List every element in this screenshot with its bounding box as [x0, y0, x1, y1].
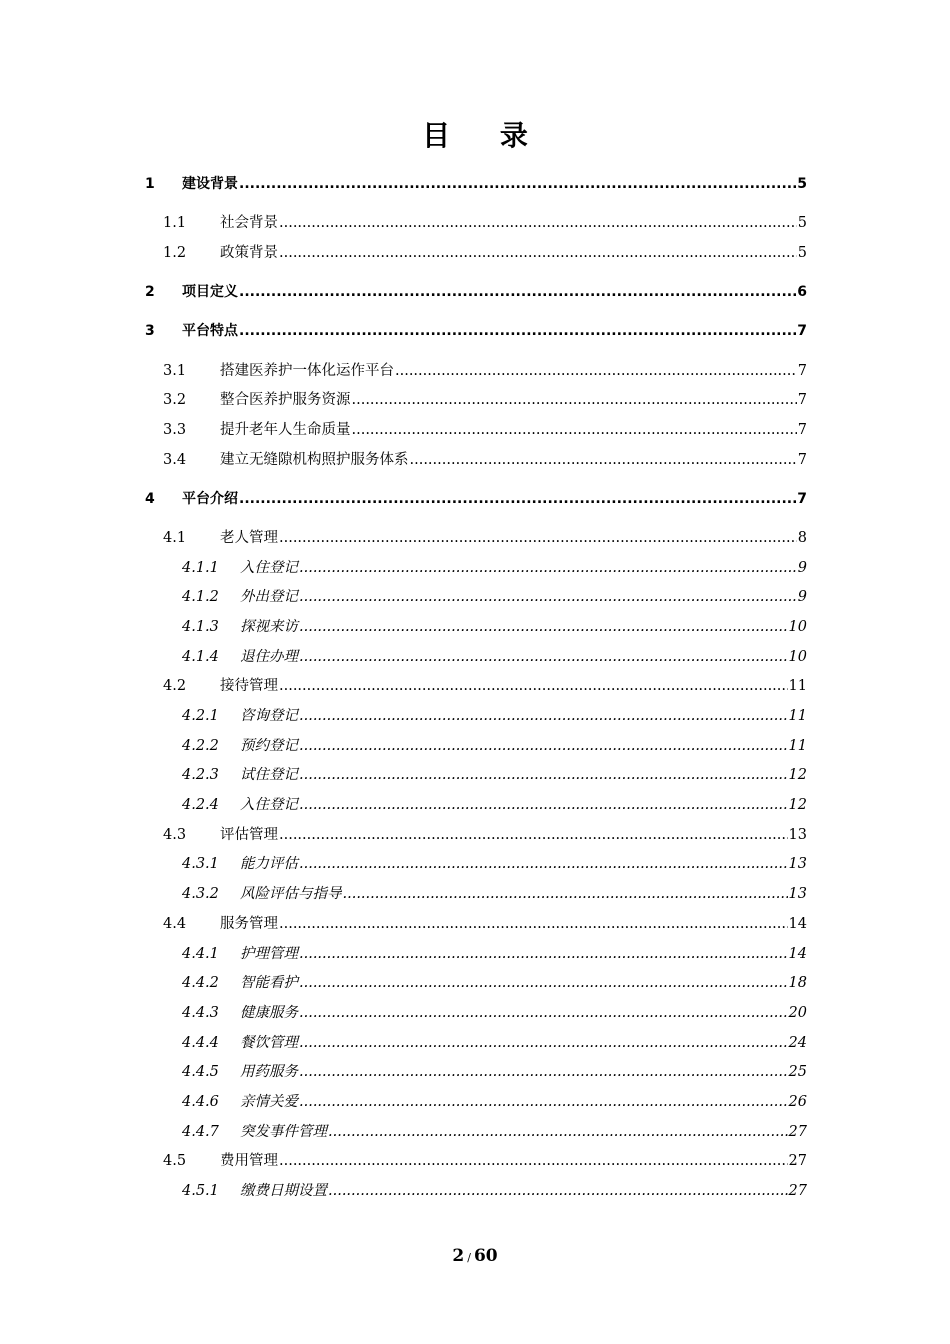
toc-entry[interactable] [163, 824, 807, 846]
toc-entry[interactable] [163, 449, 807, 471]
toc-entry-title: 建立无缝隙机构照护服务体系 [220, 452, 409, 468]
toc-entry-title: 外出登记 [240, 589, 298, 605]
toc-entry-title: 入住登记 [240, 797, 298, 813]
toc-entry-title: 建设背景 [182, 176, 238, 192]
toc-entry-page: 7 [797, 452, 807, 468]
toc-entry-page: 5 [797, 176, 807, 192]
toc-dot-leader [299, 943, 788, 965]
toc-entry-page: 7 [797, 392, 807, 408]
toc-entry[interactable] [182, 1061, 807, 1083]
toc-entry-title: 入住登记 [240, 560, 298, 576]
toc-entry[interactable] [163, 389, 807, 411]
toc-entry-page: 10 [788, 619, 807, 635]
toc-entry-number: 3.1 [163, 363, 187, 379]
toc-entry-page: 20 [788, 1005, 807, 1021]
toc-dot-leader [299, 1091, 788, 1113]
toc-entry-page: 13 [788, 856, 807, 872]
toc-dot-leader [343, 883, 788, 905]
total-page-count: 60 [473, 1246, 498, 1266]
toc-dot-leader [279, 527, 797, 549]
toc-dot-leader [328, 1180, 788, 1202]
toc-entry[interactable] [163, 419, 807, 441]
toc-entry-page: 6 [797, 284, 807, 300]
toc-dot-leader [299, 735, 788, 757]
toc-entry-title: 费用管理 [220, 1153, 278, 1169]
toc-entry-title: 接待管理 [220, 678, 278, 694]
toc-entry-number: 4.3 [163, 827, 187, 843]
toc-dot-leader [279, 913, 788, 935]
toc-entry-title: 突发事件管理 [240, 1124, 327, 1140]
toc-entry-page: 14 [788, 946, 807, 962]
toc-entry[interactable] [182, 1091, 807, 1113]
toc-dot-leader [239, 173, 796, 195]
toc-dot-leader [395, 360, 797, 382]
toc-entry-title: 退住办理 [240, 649, 298, 665]
toc-entry-number: 4 [145, 491, 155, 507]
toc-entry-title: 咨询登记 [240, 708, 298, 724]
toc-entry[interactable] [182, 1121, 807, 1143]
toc-entry-page: 11 [788, 738, 807, 754]
toc-entry-title: 项目定义 [182, 284, 238, 300]
toc-dot-leader [299, 1032, 788, 1054]
toc-entry[interactable] [182, 646, 807, 668]
toc-entry[interactable] [182, 557, 807, 579]
toc-entry-page: 9 [797, 589, 807, 605]
toc-entry-title: 亲情关爱 [240, 1094, 298, 1110]
toc-entry-title: 评估管理 [220, 827, 278, 843]
toc-dot-leader [299, 705, 788, 727]
toc-entry-page: 13 [788, 827, 807, 843]
page-title: 目 录 [422, 119, 548, 152]
toc-entry[interactable] [182, 1002, 807, 1024]
toc-entry-number: 3.2 [163, 392, 187, 408]
toc-entry-number: 4.2.2 [182, 738, 219, 754]
toc-entry-number: 4.4.1 [182, 946, 219, 962]
toc-entry[interactable] [163, 913, 807, 935]
toc-entry-number: 4.4.5 [182, 1064, 219, 1080]
toc-dot-leader [299, 1002, 788, 1024]
toc-entry-number: 4.4 [163, 916, 187, 932]
toc-entry-title: 社会背景 [220, 215, 278, 231]
toc-entry-title: 预约登记 [240, 738, 298, 754]
toc-entry-title: 探视来访 [240, 619, 298, 635]
toc-entry-page: 26 [788, 1094, 807, 1110]
toc-entry-page: 5 [797, 245, 807, 261]
toc-entry[interactable] [182, 586, 807, 608]
toc-entry-page: 7 [797, 491, 807, 507]
toc-entry-page: 24 [788, 1035, 807, 1051]
toc-entry[interactable] [182, 794, 807, 816]
toc-entry-page: 7 [797, 323, 807, 339]
toc-entry-page: 14 [788, 916, 807, 932]
toc-entry[interactable] [145, 173, 807, 195]
toc-dot-leader [299, 972, 788, 994]
toc-entry-number: 1.2 [163, 245, 187, 261]
toc-entry-title: 缴费日期设置 [240, 1183, 327, 1199]
toc-entry-title: 智能看护 [240, 975, 298, 991]
toc-entry-number: 4.2.3 [182, 767, 219, 783]
toc-entry-number: 3.4 [163, 452, 187, 468]
toc-dot-leader [279, 675, 788, 697]
toc-entry-number: 4.2 [163, 678, 187, 694]
page-separator: / [467, 1251, 471, 1264]
toc-entry[interactable] [145, 281, 807, 303]
toc-entry[interactable] [182, 943, 807, 965]
toc-entry-page: 11 [788, 678, 807, 694]
toc-dot-leader [352, 389, 797, 411]
toc-entry-number: 4.1 [163, 530, 187, 546]
toc-entry[interactable] [182, 853, 807, 875]
toc-entry-page: 27 [788, 1153, 807, 1169]
toc-entry-title: 提升老年人生命质量 [220, 422, 351, 438]
toc-entry-title: 老人管理 [220, 530, 278, 546]
toc-entry-title: 能力评估 [240, 856, 298, 872]
toc-entry-title: 餐饮管理 [240, 1035, 298, 1051]
toc-entry-number: 1.1 [163, 215, 187, 231]
toc-entry-title: 平台介绍 [182, 491, 238, 507]
toc-entry-number: 4.5.1 [182, 1183, 219, 1199]
toc-entry[interactable] [182, 705, 807, 727]
toc-entry[interactable] [163, 212, 807, 234]
toc-entry-title: 服务管理 [220, 916, 278, 932]
toc-entry[interactable] [182, 1032, 807, 1054]
toc-entry-page: 8 [797, 530, 807, 546]
toc-dot-leader [299, 646, 788, 668]
toc-entry-title: 用药服务 [240, 1064, 298, 1080]
toc-entry[interactable] [182, 1180, 807, 1202]
toc-dot-leader [299, 616, 788, 638]
toc-entry-number: 4.3.2 [182, 886, 219, 902]
toc-entry[interactable] [182, 883, 807, 905]
toc-entry-title: 试住登记 [240, 767, 298, 783]
toc-entry-number: 1 [145, 176, 155, 192]
toc-dot-leader [239, 281, 796, 303]
toc-entry-number: 4.1.3 [182, 619, 219, 635]
toc-entry-number: 4.4.2 [182, 975, 219, 991]
toc-entry-number: 4.1.4 [182, 649, 219, 665]
toc-entry-number: 4.2.4 [182, 797, 219, 813]
toc-dot-leader [299, 557, 797, 579]
toc-entry-number: 4.4.7 [182, 1124, 219, 1140]
toc-entry-page: 10 [788, 649, 807, 665]
toc-entry[interactable] [145, 488, 807, 510]
toc-entry-page: 13 [788, 886, 807, 902]
toc-entry-page: 25 [788, 1064, 807, 1080]
toc-entry-number: 4.3.1 [182, 856, 219, 872]
toc-entry[interactable] [163, 675, 807, 697]
toc-entry-title: 平台特点 [182, 323, 238, 339]
toc-entry-page: 27 [788, 1183, 807, 1199]
toc-entry-page: 5 [797, 215, 807, 231]
toc-dot-leader [299, 794, 788, 816]
toc-entry-number: 3.3 [163, 422, 187, 438]
toc-dot-leader [299, 1061, 788, 1083]
toc-dot-leader [239, 488, 796, 510]
toc-dot-leader [410, 449, 797, 471]
toc-entry-number: 3 [145, 323, 155, 339]
toc-dot-leader [328, 1121, 788, 1143]
toc-entry[interactable] [182, 764, 807, 786]
toc-entry-page: 27 [788, 1124, 807, 1140]
toc-entry-title: 风险评估与指导 [240, 886, 342, 902]
toc-entry-number: 4.5 [163, 1153, 187, 1169]
toc-entry-number: 4.1.1 [182, 560, 219, 576]
toc-entry-number: 4.4.4 [182, 1035, 219, 1051]
toc-entry[interactable] [163, 527, 807, 549]
toc-entry-page: 18 [788, 975, 807, 991]
toc-entry-page: 12 [788, 797, 807, 813]
toc-entry-number: 4.1.2 [182, 589, 219, 605]
toc-entry[interactable] [145, 320, 807, 342]
toc-entry-title: 护理管理 [240, 946, 298, 962]
toc-entry-title: 政策背景 [220, 245, 278, 261]
toc-dot-leader [299, 853, 788, 875]
toc-dot-leader [299, 586, 797, 608]
toc-dot-leader [279, 1150, 788, 1172]
toc-dot-leader [279, 242, 797, 264]
toc-entry-number: 4.2.1 [182, 708, 219, 724]
page-footer [0, 1246, 950, 1266]
toc-entry[interactable] [182, 616, 807, 638]
toc-dot-leader [352, 419, 797, 441]
toc-entry[interactable] [182, 735, 807, 757]
toc-entry[interactable] [163, 1150, 807, 1172]
toc-dot-leader [279, 824, 788, 846]
toc-dot-leader [299, 764, 788, 786]
toc-entry-number: 4.4.6 [182, 1094, 219, 1110]
current-page-number: 2 [452, 1246, 465, 1266]
toc-entry-page: 9 [797, 560, 807, 576]
toc-entry[interactable] [163, 242, 807, 264]
toc-entry-page: 7 [797, 363, 807, 379]
toc-entry-title: 搭建医养护一体化运作平台 [220, 363, 394, 379]
toc-entry[interactable] [182, 972, 807, 994]
toc-entry-page: 11 [788, 708, 807, 724]
toc-entry-title: 整合医养护服务资源 [220, 392, 351, 408]
toc-entry-title: 健康服务 [240, 1005, 298, 1021]
toc-entry-page: 7 [797, 422, 807, 438]
toc-entry[interactable] [163, 360, 807, 382]
toc-entry-number: 4.4.3 [182, 1005, 219, 1021]
toc-dot-leader [239, 320, 796, 342]
toc-entry-number: 2 [145, 284, 155, 300]
toc-dot-leader [279, 212, 797, 234]
toc-entry-page: 12 [788, 767, 807, 783]
